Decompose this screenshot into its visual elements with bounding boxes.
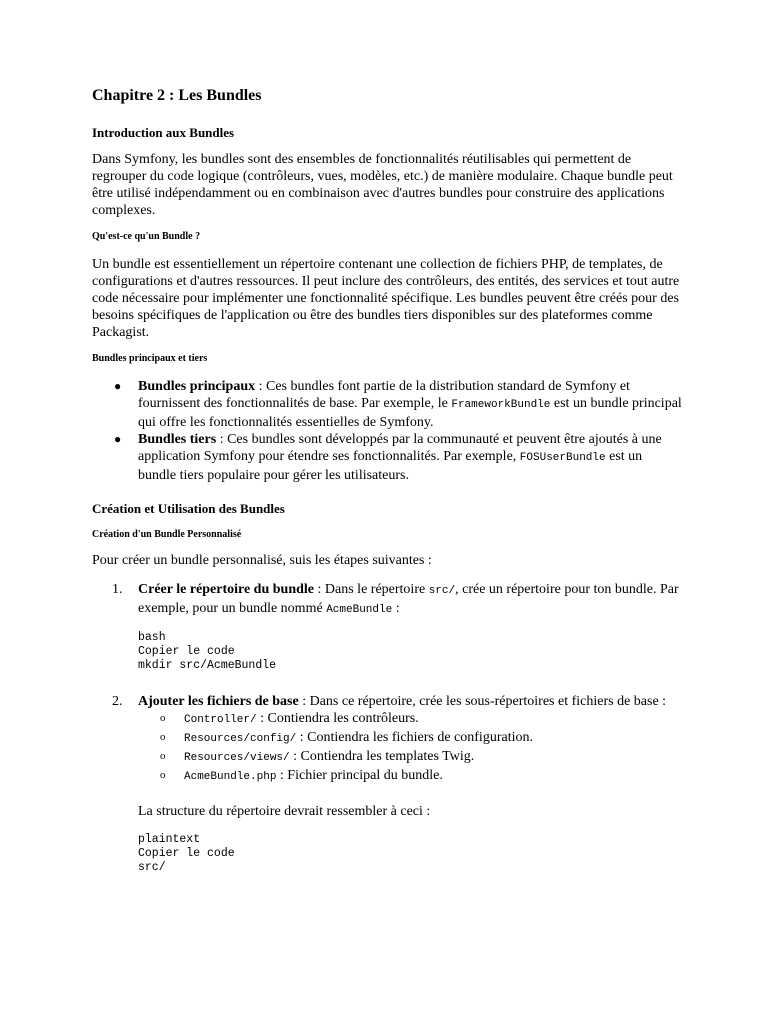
bullet-marker: ● (114, 379, 122, 393)
code-block-mkdir: bash Copier le code mkdir src/AcmeBundle (138, 631, 277, 672)
step-text: : Dans ce répertoire, crée les sous-répertoires et fichiers de base : (298, 694, 667, 709)
inline-code: AcmeBundle.php (184, 771, 277, 783)
inline-code: src/ (428, 585, 456, 597)
step-text: , crée un répertoire pour ton bundle. Par exemple, pour un bundle nommé (138, 582, 679, 616)
creation-sub-heading: Création d'un Bundle Personnalisé (92, 529, 242, 540)
intro-paragraph: Dans Symfony, les bundles sont des ensembles de fonctionnalités réutilisables qui permettent de regrouper du code logique (contrôleurs, vues, modèles, etc.) de manière modulaire. Chaque bundle peut être utilisé indépendamment ou en combinaison avec d'autres bundles pour construire des applications complexes. (92, 152, 673, 218)
main-third-heading: Bundles principaux et tiers (92, 353, 208, 364)
inline-code: AcmeBundle (326, 604, 393, 616)
list-item (138, 729, 682, 748)
chapter-title: Chapitre 2 : Les Bundles (92, 87, 262, 104)
bullet-text: est un bundle tiers populaire pour gérer les utilisateurs. (138, 449, 643, 483)
step-number: 1. (112, 582, 123, 597)
inline-code: FrameworkBundle (451, 399, 551, 411)
creation-intro: Pour créer un bundle personnalisé, suis les étapes suivantes : (92, 553, 432, 568)
sub-marker: o (160, 731, 166, 743)
list-item (138, 748, 682, 767)
step-number: 2. (112, 694, 123, 709)
bullet-text: est un bundle principal qui offre les fonctionnalités essentielles de Symfony. (138, 396, 682, 430)
sub-item-text: : Fichier principal du bundle. (276, 768, 443, 783)
structure-text: La structure du répertoire devrait ressembler à ceci : (138, 804, 431, 819)
list-item (138, 767, 682, 786)
bundle-types-list (92, 378, 682, 484)
code-block-structure: plaintext Copier le code src/ (138, 833, 235, 874)
list-item-step-2 (92, 693, 682, 875)
step-text: : Dans le répertoire (314, 582, 429, 597)
list-item (92, 378, 682, 431)
intro-heading: Introduction aux Bundles (92, 125, 235, 140)
bullet-text: : Ces bundles font partie de la distribution standard de Symfony et fournissent des fonctionnalités de base. Par exemple, le (138, 379, 630, 411)
sub-items-list (138, 710, 682, 786)
document-page (92, 86, 682, 875)
sub-item-text: : Contiendra les templates Twig. (289, 749, 475, 764)
inline-code: Controller/ (184, 714, 257, 726)
sub-marker: o (160, 769, 166, 781)
sub-item-text: : Contiendra les contrôleurs. (256, 711, 419, 726)
step-term: Ajouter les fichiers de base (138, 694, 299, 709)
bullet-marker: ● (114, 432, 122, 446)
list-item-step-1 (92, 581, 682, 693)
bullet-text: : Ces bundles sont développés par la communauté et peuvent être ajoutés à une application Symfony pour étendre ses fonctionnalités. Par exemple, (138, 432, 662, 464)
creation-heading: Création et Utilisation des Bundles (92, 501, 285, 516)
sub-marker: o (160, 750, 166, 762)
list-item (92, 431, 682, 484)
step-term: Créer le répertoire du bundle (138, 582, 315, 597)
bullet-term: Bundles principaux (138, 379, 256, 394)
what-is-heading: Qu'est-ce qu'un Bundle ? (92, 231, 201, 242)
inline-code: Resources/views/ (184, 752, 290, 764)
inline-code: FOSUserBundle (519, 452, 606, 464)
step-text: : (392, 601, 400, 616)
sub-marker: o (160, 712, 166, 724)
steps-list (92, 581, 682, 875)
bullet-term: Bundles tiers (138, 432, 217, 447)
inline-code: Resources/config/ (184, 733, 297, 745)
sub-item-text: : Contiendra les fichiers de configuration. (296, 730, 533, 745)
list-item (138, 710, 682, 729)
what-is-paragraph: Un bundle est essentiellement un répertoire contenant une collection de fichiers PHP, de templates, de configurations et d'autres ressources. Il peut inclure des contrôleurs, des entités, des services et tout autre code nécessaire pour implémenter une fonctionnalité spécifique. Les bundles peuvent être créés pour des besoins spécifiques de l'application ou être des bundles tiers disponibles sur des plateformes comme Packagist. (92, 257, 680, 340)
